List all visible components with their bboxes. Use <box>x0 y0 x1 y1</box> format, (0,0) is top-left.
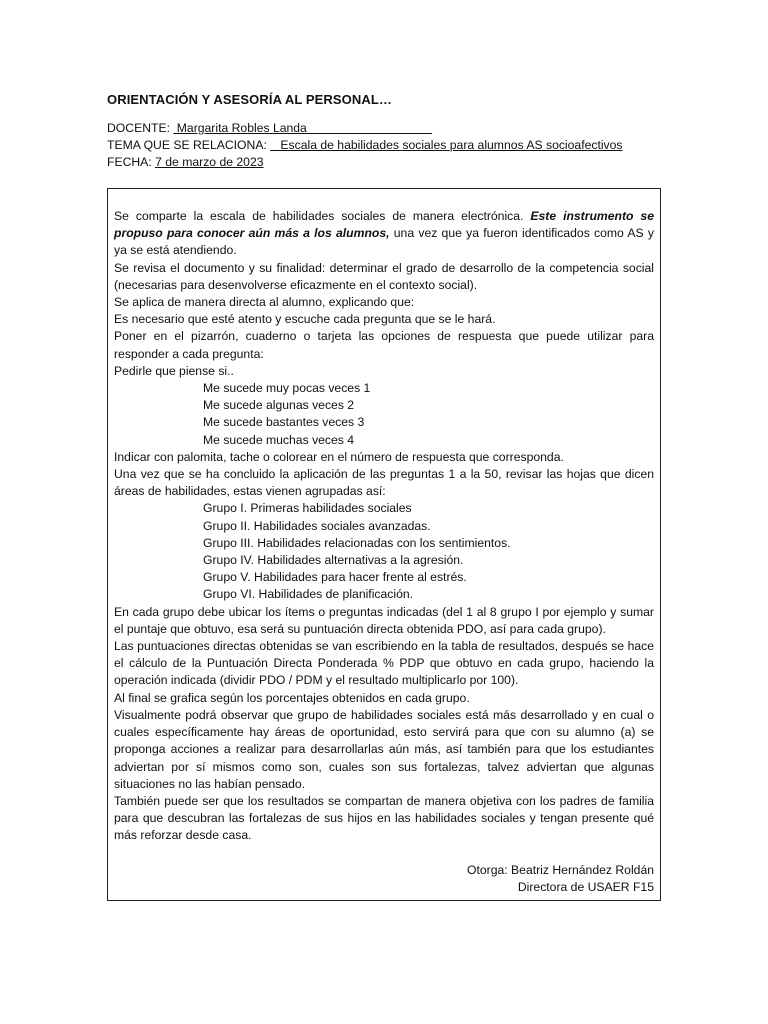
group-item: Grupo V. Habilidades para hacer frente al estrés. <box>203 570 467 585</box>
response-option: Me sucede muy pocas veces 1 <box>203 381 371 396</box>
fecha-line <box>107 154 264 171</box>
docente-value: Margarita Robles Landa <box>173 121 433 135</box>
content-body <box>114 208 654 896</box>
response-option: Me sucede algunas veces 2 <box>203 398 355 413</box>
intro-text: Se comparte la escala de habilidades sociales de manera electrónica. <box>114 209 531 223</box>
intro-text-end: una vez que ya fueron identificados como AS y ya se está atendiendo. <box>114 226 654 258</box>
group-item: Grupo II. Habilidades sociales avanzadas. <box>203 518 431 533</box>
fecha-label: FECHA: <box>107 155 152 169</box>
group-item: Grupo III. Habilidades relacionadas con los sentimientos. <box>203 535 511 550</box>
group-item: Grupo VI. Habilidades de planificación. <box>203 587 414 602</box>
signature-role: Directora de USAER F15 <box>517 879 654 894</box>
paragraph: Es necesario que esté atento y escuche cada pregunta que se le hará. <box>114 312 496 327</box>
intro-emphasis: Este instrumento se propuso para conocer aún más a los alumnos, <box>114 209 654 241</box>
spacer <box>114 845 654 862</box>
tema-line <box>107 137 623 154</box>
fecha-value: 7 de marzo de 2023 <box>155 155 264 169</box>
tema-label: TEMA QUE SE RELACIONA: <box>107 138 267 152</box>
paragraph: Una vez que se ha concluido la aplicación de las preguntas 1 a la 50, revisar las hojas que dicen áreas de habilidades, estas vienen agrupadas así: <box>114 467 654 499</box>
paragraph: Se aplica de manera directa al alumno, explicando que: <box>114 295 415 310</box>
paragraph: Indicar con palomita, tache o colorear en el número de respuesta que corresponda. <box>114 449 564 464</box>
paragraph: Se revisa el documento y su finalidad: determinar el grado de desarrollo de la competencia social (necesarias para desenvolverse eficazmente en el contexto social). <box>114 260 654 292</box>
response-option: Me sucede bastantes veces 3 <box>203 415 365 430</box>
paragraph: También puede ser que los resultados se compartan de manera objetiva con los padres de familia para que descubran las fortalezas de sus hijos en las habilidades sociales y tengan presente qué más reforzar desde casa. <box>114 793 654 843</box>
paragraph: Poner en el pizarrón, cuaderno o tarjeta las opciones de respuesta que puede utilizar para responder a cada pregunta: <box>114 329 654 361</box>
paragraph: Las puntuaciones directas obtenidas se van escribiendo en la tabla de resultados, después se hace el cálculo de la Puntuación Directa Ponderada % PDP que obtuvo en cada grupo, haciendo la operación indicada (dividir PDO / PDM y el resultado multiplicarlo por 100). <box>114 639 654 688</box>
paragraph: En cada grupo debe ubicar los ítems o preguntas indicadas (del 1 al 8 grupo I por ejemplo y sumar el puntaje que obtuvo, esa será su puntuación directa obtenida PDO, así para cada grupo). <box>114 604 654 636</box>
paragraph: Pedirle que piense si.. <box>114 363 234 378</box>
group-item: Grupo IV. Habilidades alternativas a la agresión. <box>203 553 464 568</box>
paragraph: Visualmente podrá observar que grupo de habilidades sociales está más desarrollado y en cual o cuales específicamente hay áreas de oportunidad, esto servirá para que con su alumno (a) se proponga acciones a realizar para desarrollarlas aún más, así también para que los estudiantes adviertan por sí mismos como son, cuales son sus fortalezas, talvez adviertan que algunas situaciones no las habían pensado. <box>114 707 654 791</box>
response-option: Me sucede muchas veces 4 <box>203 432 355 447</box>
paragraph-intro <box>114 208 654 260</box>
docente-line <box>107 120 432 137</box>
tema-value: Escala de habilidades sociales para alumnos AS socioafectivos <box>270 138 623 152</box>
document-title: ORIENTACIÓN Y ASESORÍA AL PERSONAL… <box>107 92 392 107</box>
docente-label: DOCENTE: <box>107 121 170 135</box>
content-box <box>107 188 661 901</box>
signature-name: Otorga: Beatriz Hernández Roldán <box>467 862 654 877</box>
group-item: Grupo I. Primeras habilidades sociales <box>203 501 412 516</box>
paragraph: Al final se grafica según los porcentajes obtenidos en cada grupo. <box>114 690 470 705</box>
